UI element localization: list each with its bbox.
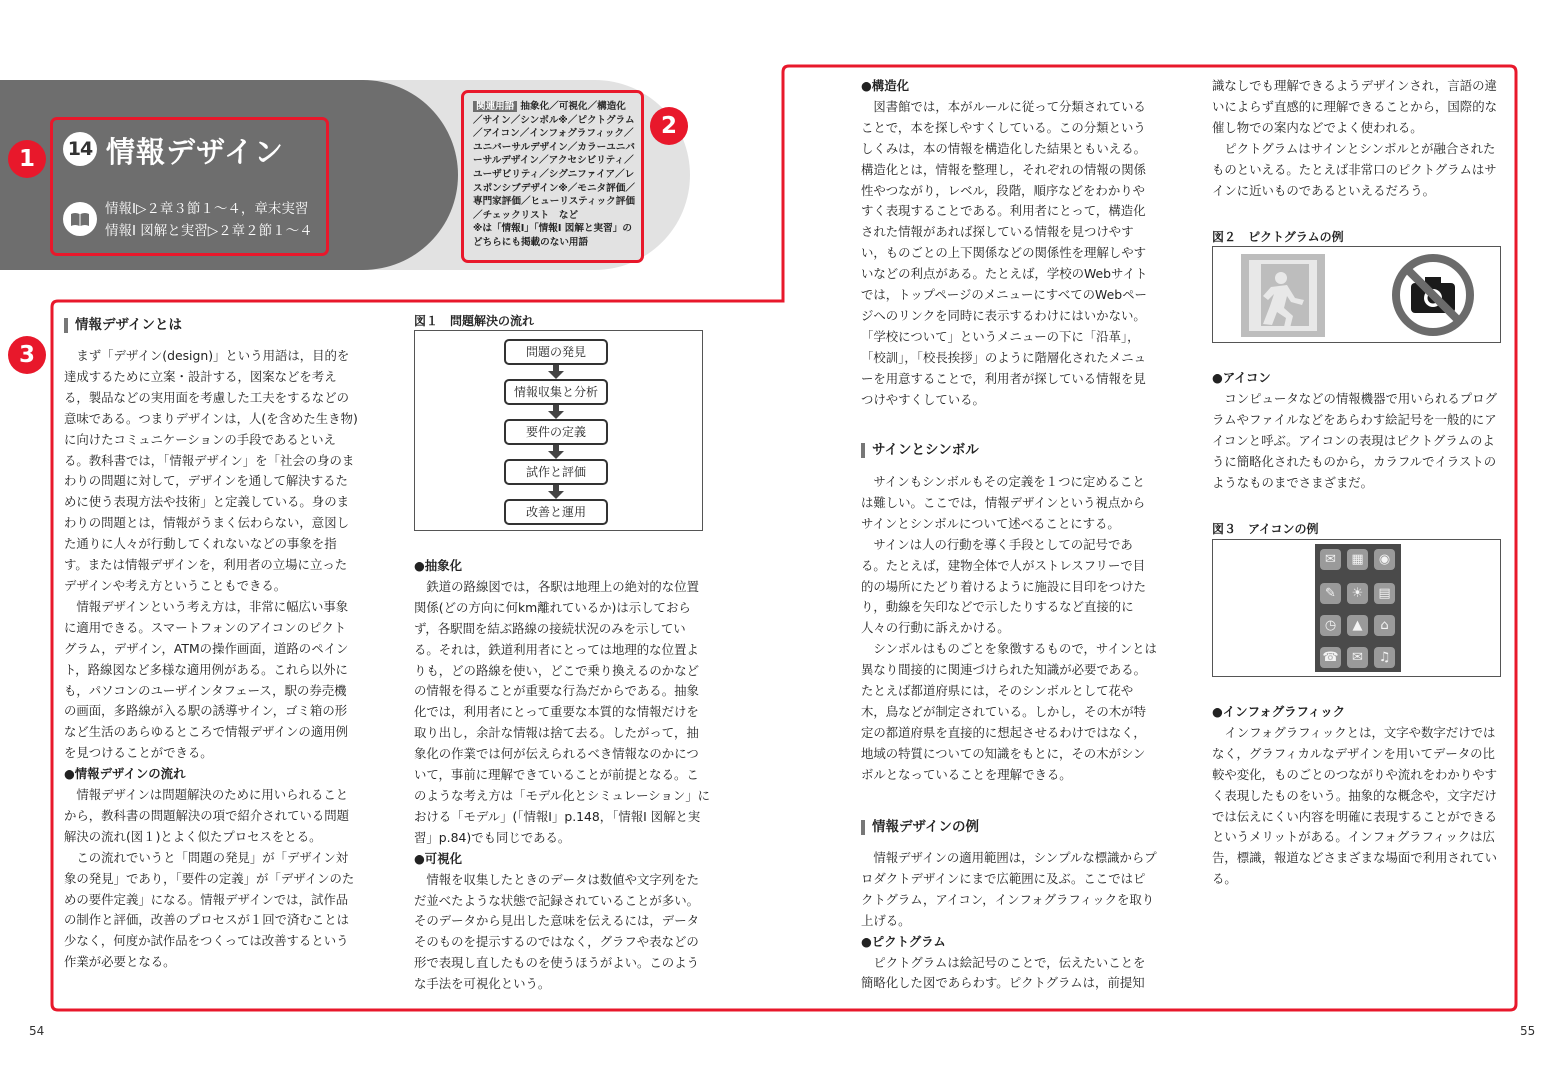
weather-icon: ☀ — [1347, 583, 1368, 604]
page-number-left: 54 — [29, 1024, 45, 1038]
column-4-top — [1212, 76, 1504, 201]
paragraph: この流れでいうと「問題の発見」が「デザイン対象の発見」であり，「要件の定義」が「デザインのための要件定義」になる。情報デザインでは，試作品の制作と評価，改善のプロセスが１回で済むことは少なく，何度か試作品をつくっては改善するという作業が必要となる。 — [64, 849, 355, 970]
paragraph: ピクトグラムは絵記号のことで，伝えたいことを簡略化した図であらわす。ピクトグラムは，前提知 — [861, 954, 1146, 991]
column-3-structure — [861, 76, 1157, 411]
subheading-abstraction: ●抽象化 — [414, 558, 462, 573]
flow-step: 要件の定義 — [504, 419, 608, 445]
section-heading-sign-symbol: サインとシンボル — [861, 443, 979, 458]
figure-3-caption: 図３ アイコンの例 — [1212, 522, 1319, 536]
related-terms-label: 関連用語 — [473, 101, 517, 112]
flow-step: 問題の発見 — [504, 339, 608, 365]
music-icon: ♫ — [1374, 647, 1395, 668]
subheading-infographic: ●インフォグラフィック — [1212, 704, 1346, 719]
column-2 — [414, 556, 710, 995]
subheading-flow: ●情報デザインの流れ — [64, 766, 186, 782]
chat-icon: ✉ — [1320, 549, 1341, 570]
paragraph: 識なしでも理解できるようデザインされ，言語の違いによらず直感的に理解できることから，国際的な催し物での案内などでよく使われる。 — [1212, 78, 1497, 135]
paragraph: 情報デザインという考え方は，非常に幅広い事象に適用できる。スマートフォンのアイコンのピクトグラム，デザイン，ATMの操作画面，道路のペイント，路線図など多様な適用例がある。これら以外にも，パソコンのユーザインタフェース，駅の券売機の画面，多路線が入る駅の誘導サイン，ゴミ箱の形など生活のあらゆるところで情報デザインの適用例を見つけることができる。 — [64, 598, 349, 761]
flow-arrow-icon — [548, 485, 564, 499]
calculator-icon: ▤ — [1374, 583, 1395, 604]
memo-icon: ✎ — [1320, 583, 1341, 604]
paragraph: シンボルはものごとを象徴するもので，サインとは異なり間接的に関連づけられた知識が必要である。たとえば都道府県には，そのシンボルとして花や木，鳥などが制定されている。しかし，その木が特定の都道府県を直接的に想起させるわけではなく，地域の特質についての知識をもとに，その木がシンボルとなっていることを理解できる。 — [861, 641, 1157, 782]
emergency-exit-icon — [1241, 254, 1325, 337]
figure-2-pictograms — [1212, 246, 1501, 343]
flow-step: 試作と評価 — [504, 459, 608, 485]
badge-3: 3 — [8, 336, 46, 374]
figure-2-caption: 図２ ピクトグラムの例 — [1212, 230, 1344, 244]
related-terms-note: ※は「情報Ⅰ」「情報Ⅰ 図解と実習」のどちらにも掲載のない用語 — [473, 223, 632, 248]
flow-arrow-icon — [548, 365, 564, 379]
paragraph: ピクトグラムはサインとシンボルとが融合されたものといえる。たとえば非常口のピクトグラムはサインに近いものであるといえるだろう。 — [1212, 140, 1497, 198]
photos-icon: ▲ — [1347, 615, 1368, 636]
paragraph: インフォグラフィックとは，文字や数字だけではなく，グラフィカルなデザインを用いてデータの比較や変化，ものごとのつながりや流れをわかりやすく表現したものをいう。抽象的な概念や，文字だけでは伝えにくい内容を明確に表現することができるというメリットがある。インフォグラフィックは広告，標識，報道などさまざまな場面で利用されている。 — [1212, 724, 1497, 887]
reference-line: 情報Ⅰ▷２章３節１〜４，章末実習 — [105, 201, 309, 217]
paragraph: 情報デザインは問題解決のために用いられることから，教科書の問題解決の項で紹介されている問題解決の流れ(図１)とよく似たプロセスをとる。 — [64, 787, 349, 844]
subheading-structure: ●構造化 — [861, 78, 909, 93]
flow-step: 改善と運用 — [504, 499, 608, 525]
chapter-title: 情報デザイン — [106, 135, 284, 169]
section-heading-examples: 情報デザインの例 — [861, 820, 979, 835]
related-terms-list: 抽象化／可視化／構造化／サイン／シンボル※／ピクトグラム／アイコン／インフォグラフィック／ユニバーサルデザイン／カラーユニバーサルデザイン／アクセシビリティ／ユーザビリティ／シグニファイア／レスポンシブデザイン※／モニタ評価／専門家評価／ヒューリスティック評価／チェックリスト など — [473, 101, 635, 221]
paragraph: コンピュータなどの情報機器で用いられるプログラムやファイルなどをあらわす絵記号を一般的にアイコンと呼ぶ。アイコンの表現はピクトグラムのように簡略化されたものから，カラフルでイラストのようなものまでさまざまだ。 — [1212, 390, 1497, 490]
no-camera-icon — [1391, 253, 1475, 337]
column-4-icon — [1212, 368, 1504, 493]
paragraph: サインは人の行動を導く手段としての記号である。たとえば，建物全体で人がストレスフリーで目的の場所にたどり着けるように施設に目印をつけたり，動線を矢印などで示したりするなど直接的に人々の行動に訴えかける。 — [861, 536, 1146, 636]
phone-icon-grid — [1315, 544, 1401, 672]
subheading-visualization: ●可視化 — [414, 850, 462, 866]
phone-icon: ☎ — [1320, 647, 1341, 668]
paragraph: まず「デザイン(design)」という用語は，目的を達成するために立案・設計する，図案などを考える，製品などの実用面を考慮した工夫をするなどの意味である。つまりデザインは，人(を含めた生き物)に向けたコミュニケーションの手段であるといえる。教科書では，「情報デザイン」を「社会の身のまわりの問題に対して，デザインを通して解決するために使う表現方法や技術」と定義している。身のまわりの問題とは，情報がうまく伝わらない，意図した通りに人々が行動してくれないなどの事象を指す。または情報デザインを，利用者の立場に立ったデザインや考え方ということもできる。 — [64, 348, 358, 593]
clock-icon: ◷ — [1320, 615, 1341, 636]
column-3-examples — [861, 848, 1157, 994]
paragraph: 情報を収集したときのデータは数値や文字列をただ並べたような状態で記録されていることが多い。そのデータから見出した意味を伝えるには，データそのものを提示するのではなく，グラフや表などの形で表現し直したものを使うほうがよい。このような手法を可視化という。 — [414, 871, 699, 992]
column-4-infographic — [1212, 702, 1504, 890]
reference-line: 情報Ⅰ 図解と実習▷２章２節１〜４ — [105, 223, 313, 239]
home-icon: ⌂ — [1374, 615, 1395, 636]
badge-2: 2 — [650, 107, 688, 145]
figure-1-caption: 図１ 問題解決の流れ — [414, 314, 535, 328]
flow-arrow-icon — [548, 405, 564, 419]
flow-arrow-icon — [548, 445, 564, 459]
page-number-right: 55 — [1520, 1024, 1536, 1038]
mail-icon: ✉ — [1347, 647, 1368, 668]
paragraph: 情報デザインの適用範囲は，シンプルな標識からプロダクトデザインにまで広範囲に及ぶ。ここではピクトグラム，アイコン，インフォグラフィックを取り上げる。 — [861, 850, 1157, 928]
chapter-number: 14 — [63, 132, 97, 166]
paragraph: 図書館では，本がルールに従って分類されていることで，本を探しやすくしている。この分類というしくみは，本の情報を構造化した結果ともいえる。構造化とは，情報を整理し，それぞれの情報の関係性やつながり，レベル，段階，順序などをわかりやすく表現することである。利用者にとって，構造化された情報があれば探している情報を見つけやすい，ものごとの上下関係などの関係性を理解しやすいなどの利点がある。たとえば，学校のWebサイトでは，トップページのメニューにすべてのWebページへのリンクを同時に表示するわけにはいかない。「学校について」というメニューの下に「沿革」，「校訓」，「校長挨拶」のように階層化されたメニューを用意することで，利用者が探している情報を見つけやすくしている。 — [861, 98, 1148, 407]
badge-1: 1 — [8, 140, 46, 178]
subheading-icon: ●アイコン — [1212, 370, 1271, 385]
calendar-icon: ▦ — [1347, 549, 1368, 570]
flow-step: 情報収集と分析 — [504, 379, 608, 405]
section-heading-info-design: 情報デザインとは — [64, 318, 182, 333]
paragraph: サインもシンボルもその定義を１つに定めることは難しい。ここでは，情報デザインという視点からサインとシンボルについて述べることにする。 — [861, 474, 1146, 531]
column-3-sign — [861, 472, 1157, 786]
paragraph: 鉄道の路線図では，各駅は地理上の絶対的な位置関係(どの方向に何km離れているか)は示しておらず，各駅間を結ぶ路線の接続状況のみを示している。それは，鉄道利用者にとっては地理的な位置よりも，どの路線を使い，どこで乗り換えるのかなどの情報を得ることが重要な行為だからである。抽象化では，利用者にとって重要な本質的な情報だけを取り出し，余計な情報は捨て去る。したがって，抽象化の作業では何が伝えられるべき情報なのかについて，事前に理解できていることが前提となる。このような考え方は「モデル化とシミュレーション」における「モデル」(「情報Ⅰ」p.148，「情報Ⅰ 図解と実習」p.84)でも同じである。 — [414, 578, 711, 845]
column-1 — [64, 346, 358, 973]
camera-icon: ◉ — [1374, 549, 1395, 570]
figure-3-icons — [1212, 539, 1501, 677]
figure-1-flowchart — [414, 330, 703, 531]
subheading-pictogram: ●ピクトグラム — [861, 933, 946, 949]
